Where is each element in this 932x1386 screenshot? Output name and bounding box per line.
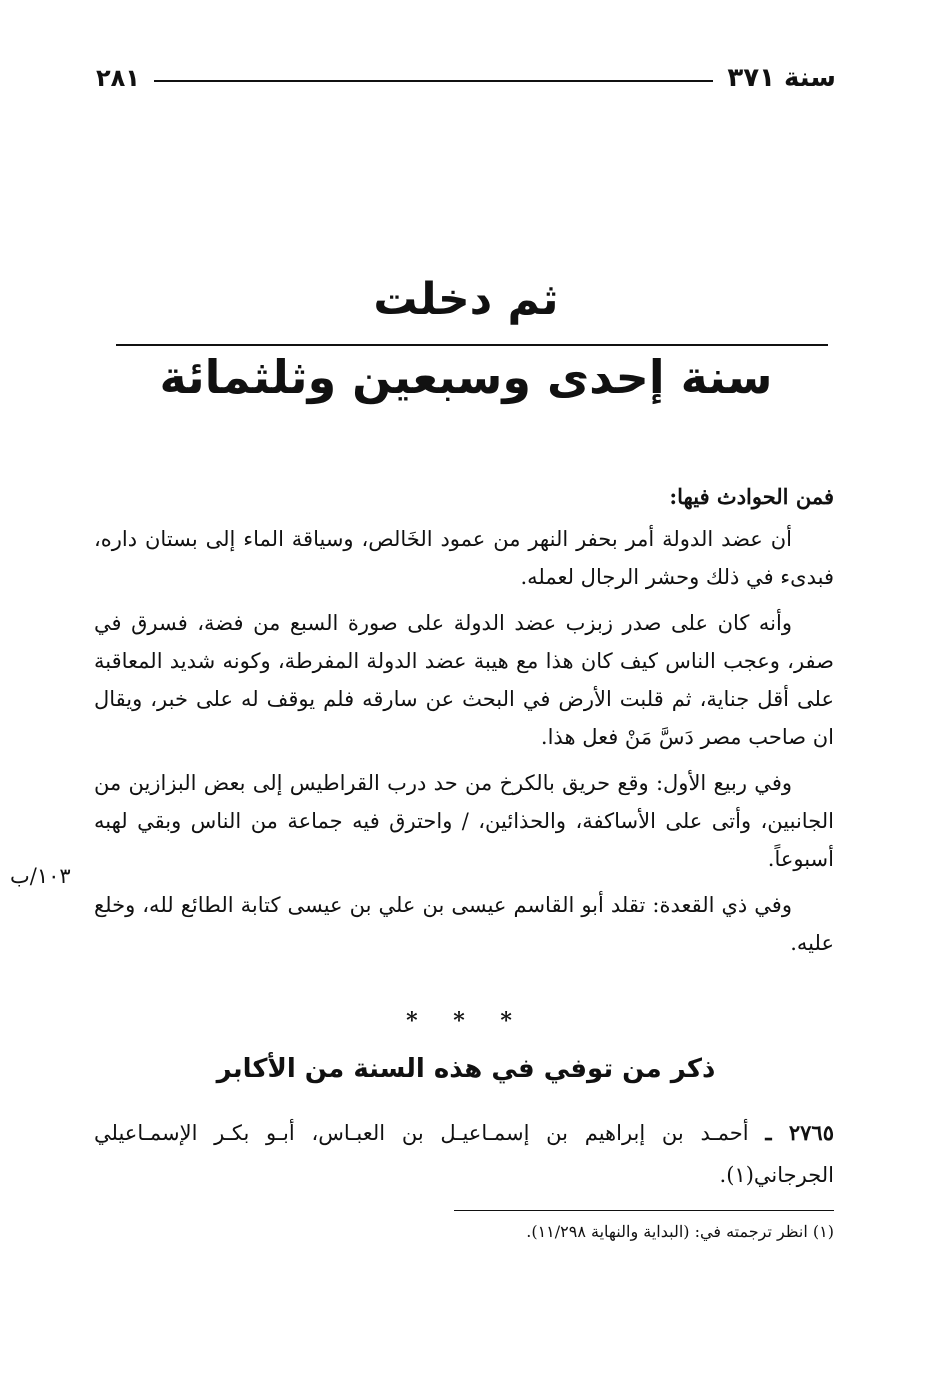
- header-rule: [154, 80, 713, 82]
- entry-text: أحمـد بن إبراهيم بن إسمـاعيـل بن العبـاس، أبـو بكـر الإسمـاعيلي الجرجاني(١).: [94, 1121, 834, 1187]
- obituary-entry: [94, 1112, 834, 1196]
- running-header: [96, 58, 836, 98]
- event-paragraph: أن عضد الدولة أمر بحفر النهر من عمود الخَالص، وسياقة الماء إلى بستان داره، فبدىء في ذلك وحشر الرجال لعمله.: [94, 527, 834, 589]
- events-label: فمن الحوادث فيها:: [669, 484, 834, 509]
- chapter-title-top: ثم دخلت: [373, 274, 559, 325]
- event-paragraph: وفي ربيع الأول: وقع حريق بالكرخ من حد درب القراطيس إلى بعض البزازين من الجانبين، وأتى على الأساكفة، والحذائين، / واحترق فيه جماعة من الناس وبقي لهبه أسبوعاً.: [94, 771, 834, 871]
- chapter-title-main: سنة إحدى وسبعين وثلثمائة: [159, 350, 773, 404]
- manuscript-folio-note: ١٠٣/ب: [10, 864, 71, 888]
- section-separator: * * *: [406, 1008, 526, 1034]
- title-divider: [116, 344, 828, 346]
- events-section: [94, 478, 834, 970]
- event-paragraph: وأنه كان على صدر زبزب عضد الدولة على صورة السبع من فضة، فسرق في صفر، وعجب الناس كيف كان هذا مع هيبة عضد الدولة المفرطة، وكونه شديد المعاقبة على أقل جناية، ثم قلبت الأرض في البحث عن سارقه فلم يوقف له على خبر، ويقال ان صاحب مصر دَسَّ مَنْ فعل هذا.: [94, 611, 834, 749]
- entry-number: ٢٧٦٥ ـ: [765, 1120, 834, 1145]
- event-paragraph: وفي ذي القعدة: تقلد أبو القاسم عيسى بن علي بن عيسى كتابة الطائع لله، وخلع عليه.: [94, 893, 834, 955]
- footnote-rule: [454, 1210, 834, 1211]
- running-header-title: سنة ٣٧١: [727, 63, 836, 93]
- page-number: ٢٨١: [96, 64, 140, 92]
- obituaries-heading: ذكر من توفي في هذه السنة من الأكابر: [216, 1054, 716, 1084]
- footnote: (١) انظر ترجمته في: (البداية والنهاية ١١/٢٩٨).: [526, 1222, 834, 1241]
